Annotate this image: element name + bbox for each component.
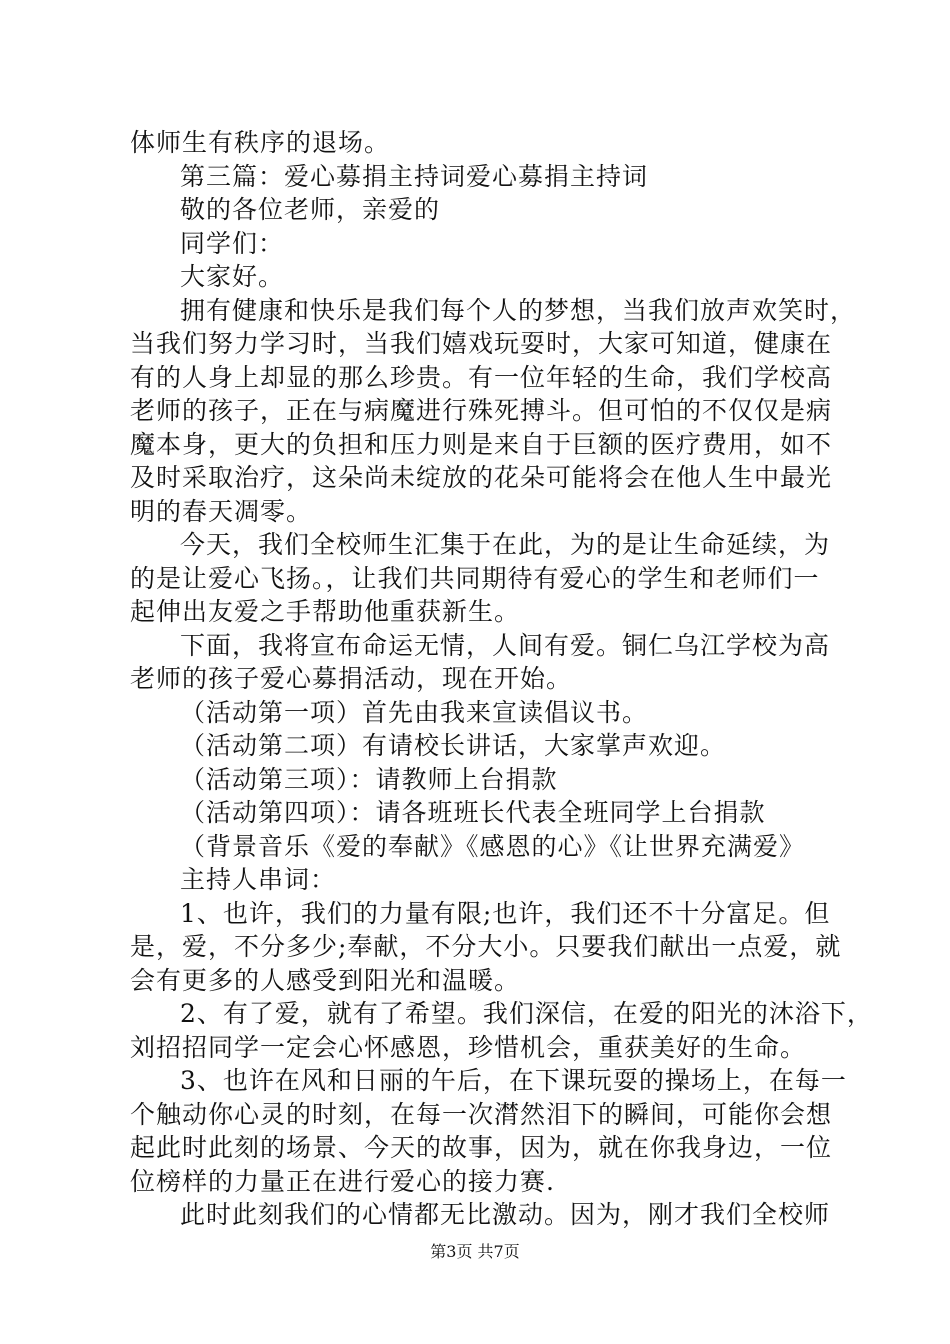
section-heading: 第三篇：爱心募捐主持词爱心募捐主持词 (180, 162, 649, 191)
text-line: （活动第一项）首先由我来宣读倡议书。 (180, 698, 649, 727)
text-line: 及时采取治疗，这朵尚未绽放的花朵可能将会在他人生中最光 (130, 463, 833, 492)
text-line: 当我们努力学习时，当我们嬉戏玩耍时，大家可知道，健康在 (130, 329, 833, 358)
text-line: 老师的孩子爱心募捐活动，现在开始。 (130, 664, 573, 693)
text-line: 此时此刻我们的心情都无比激动。因为，刚才我们全校师 (180, 1200, 831, 1229)
text-line: 3、也许在风和日丽的午后，在下课玩耍的操场上，在每一 (180, 1066, 847, 1095)
text-line: 是，爱，不分多少;奉献，不分大小。只要我们献出一点爱，就 (130, 932, 842, 961)
text-line: 2、有了爱，就有了希望。我们深信，在爱的阳光的沐浴下， (180, 999, 873, 1028)
text-line: 刘招招同学一定会心怀感恩，珍惜机会，重获美好的生命。 (130, 1033, 807, 1062)
text-line: 敬的各位老师，亲爱的 (180, 195, 441, 224)
text-line: 体师生有秩序的退场。 (130, 128, 391, 157)
text-line: （活动第四项）：请各班班长代表全班同学上台捐款 (180, 798, 766, 827)
text-line: 今天，我们全校师生汇集于在此，为的是让生命延续，为 (180, 530, 831, 559)
text-line: 1、也许，我们的力量有限;也许，我们还不十分富足。但 (180, 899, 831, 928)
text-line: 下面，我将宣布命运无情，人间有爱。铜仁乌江学校为高 (180, 631, 831, 660)
text-line: 老师的孩子，正在与病魔进行殊死搏斗。但可怕的不仅仅是病 (130, 396, 833, 425)
text-line: 魔本身，更大的负担和压力则是来自于巨额的医疗费用，如不 (130, 430, 833, 459)
text-line: （活动第三项）：请教师上台捐款 (180, 765, 558, 794)
text-line: 主持人串词： (180, 865, 337, 894)
text-line: 起此时此刻的场景、今天的故事，因为，就在你我身边，一位 (130, 1133, 833, 1162)
text-line: 同学们： (180, 229, 285, 258)
text-line: 的是让爱心飞扬。，让我们共同期待有爱心的学生和老师们一 (130, 564, 820, 593)
text-line: 位榜样的力量正在进行爱心的接力赛. (130, 1167, 555, 1196)
text-line: 拥有健康和快乐是我们每个人的梦想，当我们放声欢笑时， (180, 296, 857, 325)
text-line: 个触动你心灵的时刻，在每一次潸然泪下的瞬间，可能你会想 (130, 1100, 833, 1129)
text-line: 大家好。 (180, 262, 285, 291)
text-line: 有的人身上却显的那么珍贵。有一位年轻的生命，我们学校高 (130, 363, 833, 392)
text-line: 起伸出友爱之手帮助他重获新生。 (130, 597, 521, 626)
text-line: 会有更多的人感受到阳光和温暖。 (130, 966, 521, 995)
page-number-footer: 第3页 共7页 (430, 1242, 520, 1261)
text-line: 明的春天凋零。 (130, 497, 313, 526)
text-line: （背景音乐《爱的奉献》《感恩的心》《让世界充满爱》 (180, 832, 806, 861)
text-line: （活动第二项）有请校长讲话，大家掌声欢迎。 (180, 731, 727, 760)
